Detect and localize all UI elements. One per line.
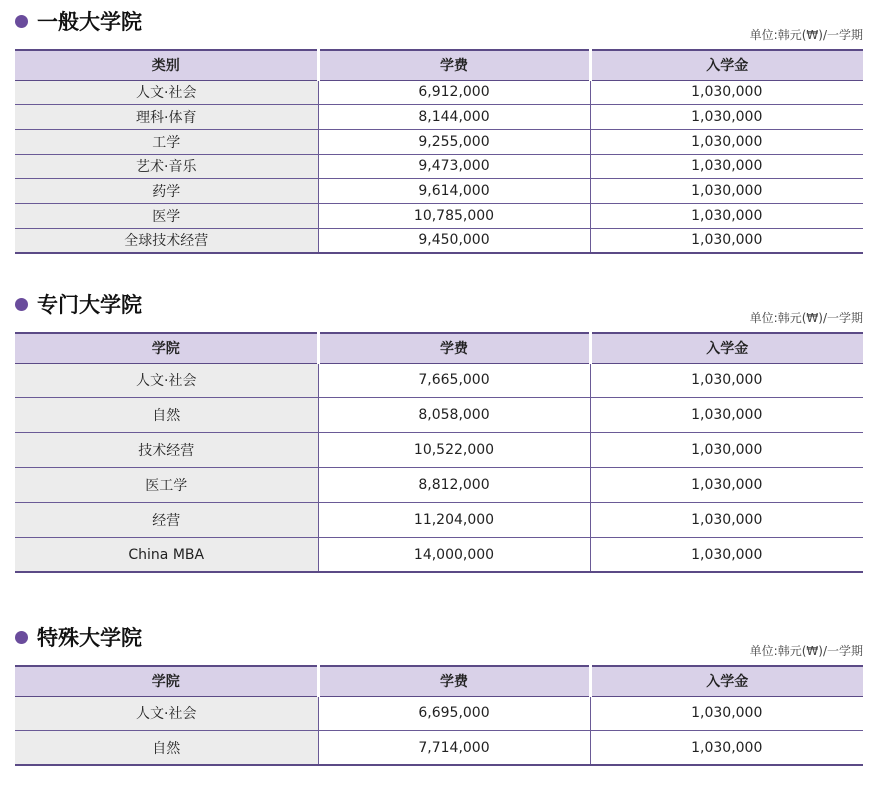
admission-cell: 1,030,000: [590, 179, 863, 204]
admission-cell: 1,030,000: [590, 398, 863, 433]
category-cell: 工学: [15, 129, 318, 154]
category-cell: 理科·体育: [15, 105, 318, 130]
table-row: [15, 468, 863, 503]
tuition-cell: 9,614,000: [318, 179, 590, 204]
table-row: [15, 105, 863, 130]
table-row: [15, 80, 863, 105]
tuition-cell: 6,695,000: [318, 696, 590, 731]
category-cell: 人文·社会: [15, 696, 318, 731]
tuition-cell: 6,912,000: [318, 80, 590, 105]
tuition-cell: 9,255,000: [318, 129, 590, 154]
tuition-cell: 9,473,000: [318, 154, 590, 179]
category-cell: 艺术·音乐: [15, 154, 318, 179]
table-row: [15, 179, 863, 204]
header-tuition: 学费: [318, 666, 590, 696]
table-row: [15, 696, 863, 731]
header-admission: 入学金: [590, 50, 863, 80]
admission-cell: 1,030,000: [590, 129, 863, 154]
header-tuition: 学费: [318, 50, 590, 80]
tuition-cell: 10,785,000: [318, 203, 590, 228]
category-cell: 人文·社会: [15, 80, 318, 105]
admission-cell: 1,030,000: [590, 503, 863, 538]
section-title: 一般大学院: [37, 10, 142, 34]
tuition-cell: 10,522,000: [318, 433, 590, 468]
header-admission: 入学金: [590, 333, 863, 363]
bullet-icon: [15, 298, 28, 311]
bullet-icon: [15, 631, 28, 644]
section-general-graduate: [15, 2, 863, 254]
tuition-cell: 8,058,000: [318, 398, 590, 433]
header-college: 学院: [15, 333, 318, 363]
section-title: 特殊大学院: [37, 626, 142, 650]
table-row: [15, 537, 863, 572]
tuition-cell: 14,000,000: [318, 537, 590, 572]
table-header-row: [15, 333, 863, 363]
admission-cell: 1,030,000: [590, 363, 863, 398]
unit-note: 单位:韩元(₩)/一学期: [749, 644, 863, 658]
table-row: [15, 203, 863, 228]
admission-cell: 1,030,000: [590, 154, 863, 179]
tuition-cell: 7,665,000: [318, 363, 590, 398]
table-row: [15, 503, 863, 538]
section-header: [15, 2, 863, 49]
tuition-table: [15, 49, 863, 254]
admission-cell: 1,030,000: [590, 537, 863, 572]
header-college: 学院: [15, 666, 318, 696]
section-title: 专门大学院: [37, 293, 142, 317]
bullet-icon: [15, 15, 28, 28]
table-row: [15, 731, 863, 766]
table-header-row: [15, 50, 863, 80]
tuition-cell: 7,714,000: [318, 731, 590, 766]
section-header: [15, 618, 863, 665]
table-row: [15, 363, 863, 398]
category-cell: 技术经营: [15, 433, 318, 468]
category-cell: 医工学: [15, 468, 318, 503]
admission-cell: 1,030,000: [590, 433, 863, 468]
section-professional-graduate: [15, 285, 863, 573]
category-cell: 药学: [15, 179, 318, 204]
admission-cell: 1,030,000: [590, 228, 863, 253]
section-header: [15, 285, 863, 332]
admission-cell: 1,030,000: [590, 203, 863, 228]
header-admission: 入学金: [590, 666, 863, 696]
unit-note: 单位:韩元(₩)/一学期: [749, 28, 863, 42]
category-cell: 医学: [15, 203, 318, 228]
admission-cell: 1,030,000: [590, 731, 863, 766]
category-cell: 全球技术经营: [15, 228, 318, 253]
category-cell: China MBA: [15, 537, 318, 572]
admission-cell: 1,030,000: [590, 80, 863, 105]
tuition-table: [15, 665, 863, 766]
tuition-cell: 8,144,000: [318, 105, 590, 130]
section-special-graduate: [15, 618, 863, 766]
header-tuition: 学费: [318, 333, 590, 363]
header-category: 类别: [15, 50, 318, 80]
unit-note: 单位:韩元(₩)/一学期: [749, 311, 863, 325]
category-cell: 人文·社会: [15, 363, 318, 398]
table-row: [15, 129, 863, 154]
table-header-row: [15, 666, 863, 696]
category-cell: 自然: [15, 731, 318, 766]
table-row: [15, 154, 863, 179]
admission-cell: 1,030,000: [590, 468, 863, 503]
tuition-cell: 9,450,000: [318, 228, 590, 253]
category-cell: 自然: [15, 398, 318, 433]
tuition-table: [15, 332, 863, 573]
category-cell: 经营: [15, 503, 318, 538]
admission-cell: 1,030,000: [590, 696, 863, 731]
table-row: [15, 433, 863, 468]
table-row: [15, 228, 863, 253]
admission-cell: 1,030,000: [590, 105, 863, 130]
tuition-cell: 11,204,000: [318, 503, 590, 538]
table-row: [15, 398, 863, 433]
tuition-cell: 8,812,000: [318, 468, 590, 503]
